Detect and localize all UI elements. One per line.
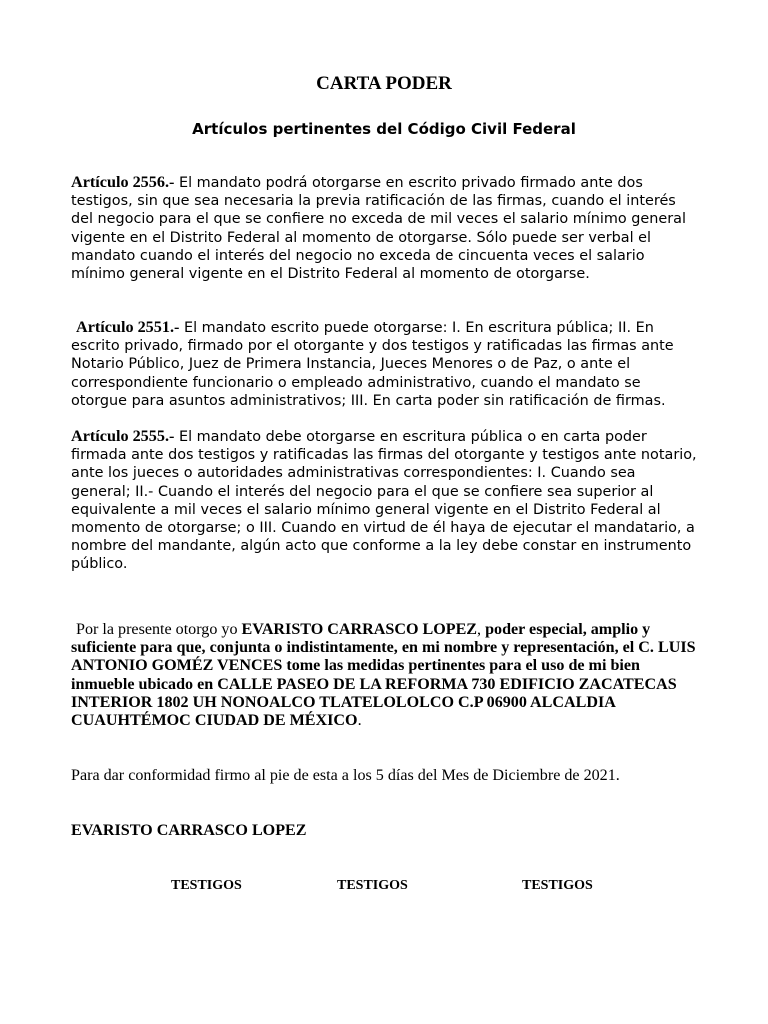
witness-label-2: TESTIGOS [337,878,408,893]
witnesses-row [0,876,768,896]
grant-body: poder especial, amplio y suficiente para que, conjunta o indistintamente, en mi nombre y representación, el C. LUIS ANTONIO GOMÉZ VENCES tome las medidas pertinentes para el uso de mi bien inmueble ubicado en CALLE PASEO DE LA REFORMA 730 EDIFICIO ZACATECAS INTERIOR 1802 UH NONOALCO TLATELOLOLCO C.P 06900 ALCALDIA CUAUHTÉMOC CIUDAD DE MÉXICO [71,621,696,730]
document-subtitle: Artículos pertinentes del Código Civil Federal [192,120,576,138]
witness-label-1: TESTIGOS [171,878,242,893]
conformity-paragraph: Para dar conformidad firmo al pie de esta a los 5 días del Mes de Diciembre de 2021. [71,767,620,784]
grant-paragraph [71,621,699,730]
article-2551-heading: Artículo 2551.- [76,318,180,336]
grantor-name: EVARISTO CARRASCO LOPEZ [241,621,478,638]
article-2556-paragraph [71,173,699,283]
witness-label-3: TESTIGOS [522,878,593,893]
article-2551-paragraph [71,318,699,410]
grant-end: . [357,712,362,730]
article-2556-text: El mandato podrá otorgarse en escrito privado firmado ante dos testigos, sin que sea necesaria la previa ratificación de las firmas, cuando el interés del negocio para el que se confiere no exceda de mil veces el salario mínimo general vigente en el Distrito Federal al momento de otorgarse. Sólo puede ser verbal el mandato cuando el interés del negocio no exceda de cincuenta veces el salario mínimo general vigente en el Distrito Federal al momento de otorgarse. [71,175,686,283]
grant-comma: , [477,621,486,638]
article-2555-paragraph [71,427,699,574]
signature-name: EVARISTO CARRASCO LOPEZ [71,822,307,839]
grant-intro: Por la presente otorgo yo [76,621,242,638]
article-2555-text: El mandato debe otorgarse en escritura pública o en carta poder firmada ante dos testigos y ratificadas las firmas del otorgante y testigos ante notario, ante los jueces o autoridades administrativas correspondientes: I. Cuando sea general; II.- Cuando el interés del negocio para el que se confiere sea superior al equivalente a mil veces el salario mínimo general vigente en el Distrito Federal al momento de otorgarse; o III. Cuando en virtud de él haya de ejecutar el mandatario, a nombre del mandante, algún acto que conforme a la ley debe constar en instrumento público. [71,429,697,573]
article-2551-text: El mandato escrito puede otorgarse: I. En escritura pública; II. En escrito privado, firmado por el otorgante y dos testigos y ratificadas las firmas ante Notario Público, Juez de Primera Instancia, Jueces Menores o de Paz, o ante el correspondiente funcionario o empleado administrativo, cuando el mandato se otorgue para asuntos administrativos; III. En carta poder sin ratificación de firmas. [71,320,674,409]
article-2555-heading: Artículo 2555.- [71,427,175,445]
article-2556-heading: Artículo 2556.- [71,173,175,191]
document-title: CARTA PODER [316,73,452,94]
